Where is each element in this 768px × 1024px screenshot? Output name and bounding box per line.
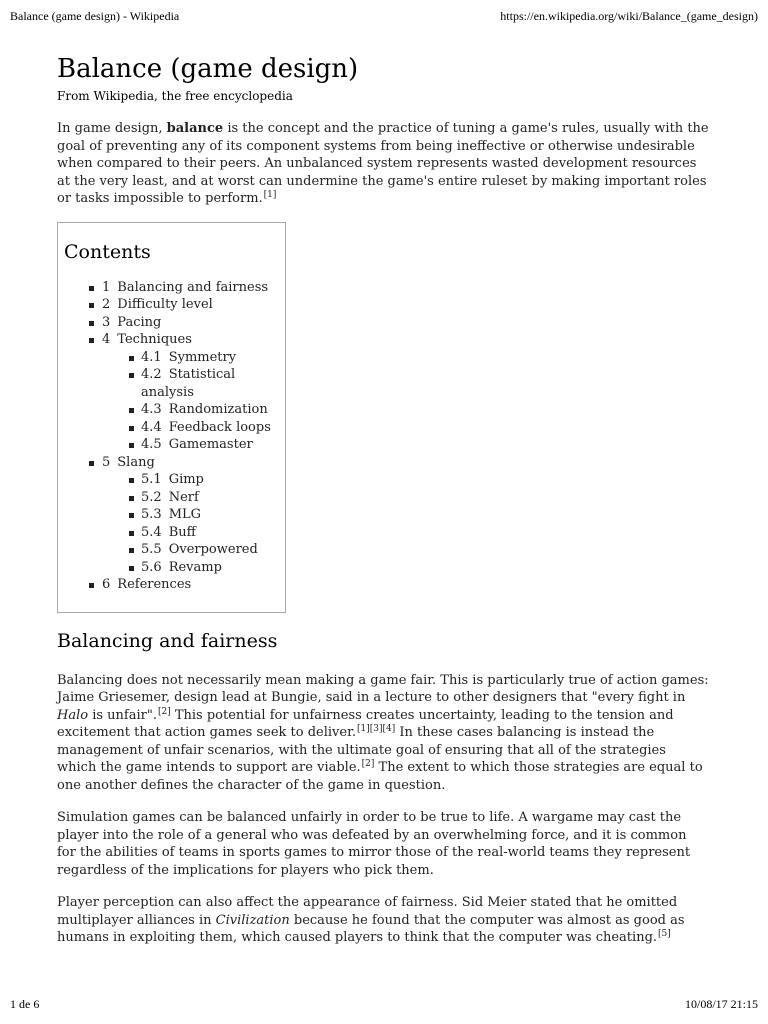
toc-item-4-4[interactable] [64, 419, 285, 437]
print-datetime: 10/08/17 21:15 [684, 997, 758, 1011]
bullet-icon [129, 356, 134, 361]
toc-number: 5 [102, 454, 111, 470]
bullet-icon [89, 461, 94, 466]
toc-label: Randomization [168, 402, 268, 417]
toc-item-1[interactable] [64, 279, 285, 297]
toc-number: 5.1 [141, 472, 162, 487]
intro-text-1: In game design, [57, 121, 167, 136]
print-header [10, 9, 758, 25]
bullet-icon [129, 566, 134, 571]
toc-number: 4.3 [141, 402, 162, 417]
toc-item-4-1[interactable] [64, 349, 285, 367]
page-title: Balance (game design) [57, 54, 359, 84]
bullet-icon [89, 303, 94, 308]
toc-item-5-1[interactable] [64, 471, 285, 489]
text-run: because he found that the computer was almost as good as humans in exploiting them, which caused players to think that the computer was cheating. [57, 912, 685, 945]
italic-title: Halo [57, 707, 89, 723]
toc-number: 5.6 [141, 559, 162, 575]
bullet-icon [129, 496, 134, 501]
bullet-icon [129, 426, 134, 431]
text-run: The extent to which those strategies are equal to one another defines the character of the game in question. [57, 760, 703, 793]
citation-link[interactable]: [2] [361, 759, 375, 769]
toc-title: Contents [64, 240, 151, 263]
toc-label: References [117, 577, 192, 592]
toc-number: 2 [102, 297, 111, 312]
toc-item-6[interactable] [64, 576, 285, 594]
site-tagline: From Wikipedia, the free encyclopedia [57, 89, 293, 103]
toc-item-5-6[interactable] [64, 559, 285, 577]
bullet-icon [129, 443, 134, 448]
toc-label: Buff [168, 524, 196, 540]
citation-link[interactable]: [1][3][4] [357, 724, 396, 734]
bullet-icon [89, 338, 94, 343]
toc-list [64, 279, 285, 594]
toc-number: 4 [102, 332, 111, 347]
toc-label: Balancing and fairness [117, 279, 269, 295]
toc-label: Techniques [117, 332, 192, 347]
print-header-title: Balance (game design) - Wikipedia [10, 9, 180, 23]
toc-number: 1 [102, 279, 111, 295]
toc-label: Revamp [168, 559, 222, 575]
toc-label: Statistical analysis [141, 367, 236, 400]
bullet-icon [129, 408, 134, 413]
bullet-icon [89, 321, 94, 326]
section-body [57, 672, 709, 947]
toc-item-4[interactable] [64, 331, 285, 349]
toc-item-4-5[interactable] [64, 436, 285, 454]
intro-bold-term: balance [166, 121, 224, 136]
italic-title: Civilization [215, 912, 290, 928]
toc-number: 5.2 [141, 489, 162, 505]
intro-paragraph [57, 120, 709, 208]
page-count: 1 de 6 [10, 997, 40, 1011]
toc-item-3[interactable] [64, 314, 285, 332]
toc-item-5-4[interactable] [64, 524, 285, 542]
section-heading-balancing: Balancing and fairness [57, 629, 278, 652]
print-footer [10, 997, 758, 1013]
paragraph-2: Simulation games can be balanced unfairly in order to be true to life. A wargame may cast the player into the role of a general who was defeated by an overwhelming force, and it is common for the abilities of teams in sports games to mirror those of the real-world teams they represent regardless of the implications for players who pick them. [57, 810, 691, 878]
bullet-icon [129, 531, 134, 536]
bullet-icon [89, 286, 94, 291]
citation-link[interactable]: [2] [157, 706, 171, 717]
article-content [57, 52, 709, 947]
toc-item-4-3[interactable] [64, 401, 285, 419]
toc-label: MLG [168, 507, 202, 522]
toc-item-5-5[interactable] [64, 541, 285, 559]
text-run: In these cases balancing is instead the management of unfair scenarios, with the ultimate goal of ensuring that all of the strategies which the game intends to support are viable. [57, 725, 666, 775]
toc-label: Overpowered [168, 542, 258, 557]
toc-label: Gimp [168, 472, 204, 487]
toc-label: Feedback loops [168, 419, 271, 435]
toc-number: 5.5 [141, 542, 162, 557]
toc-label: Symmetry [168, 349, 237, 365]
bullet-icon [129, 478, 134, 483]
bullet-icon [129, 548, 134, 553]
text-run: Player perception can also affect the appearance of fairness. Sid Meier stated that he omitted multiplayer alliances in [57, 895, 678, 928]
toc-label: Nerf [168, 489, 199, 505]
text-run: Balancing does not necessarily mean making a game fair. This is particularly true of action games: Jaime Griesemer, design lead at Bungie, said in a lecture to other designers that "every fight in [57, 672, 709, 705]
text-run: is unfair". [88, 707, 157, 723]
toc-number: 4.1 [141, 349, 162, 365]
toc-item-4-2[interactable] [64, 366, 285, 401]
toc-number: 5.4 [141, 524, 162, 540]
bullet-icon [129, 373, 134, 378]
toc-item-5[interactable] [64, 454, 285, 472]
citation-link[interactable]: [1] [263, 190, 277, 200]
toc-number: 4.4 [141, 419, 162, 435]
toc-item-2[interactable] [64, 296, 285, 314]
toc-label: Pacing [117, 314, 162, 330]
toc-label: Slang [117, 454, 155, 470]
toc-number: 3 [102, 314, 111, 330]
paragraph-3 [57, 894, 709, 947]
toc-number: 4.5 [141, 437, 162, 452]
toc-number: 6 [102, 577, 111, 592]
bullet-icon [129, 513, 134, 518]
citation-link[interactable]: [5] [658, 929, 671, 939]
paragraph-1 [57, 672, 709, 795]
toc-number: 5.3 [141, 507, 162, 522]
toc-number: 4.2 [141, 367, 162, 382]
toc-label: Difficulty level [117, 297, 213, 312]
intro-text-2: is the concept and the practice of tuning a game's rules, usually with the goal of preventing any of its component systems from being ineffective or otherwise undesirable when compared to their peers. An unbalanced system represents wasted development resources at the very least, and at worst can undermine the game's entire ruleset by making important roles or tasks impossible to perform. [57, 121, 709, 206]
text-run: This potential for unfairness creates uncertainty, leading to the tension and excitement that action games seek to deliver. [57, 707, 674, 740]
toc-label: Gamemaster [168, 437, 253, 452]
table-of-contents [57, 222, 286, 613]
bullet-icon [89, 583, 94, 588]
print-header-url[interactable]: https://en.wikipedia.org/wiki/Balance_(game_design) [500, 9, 758, 23]
toc-item-5-3[interactable] [64, 506, 285, 524]
toc-item-5-2[interactable] [64, 489, 285, 507]
